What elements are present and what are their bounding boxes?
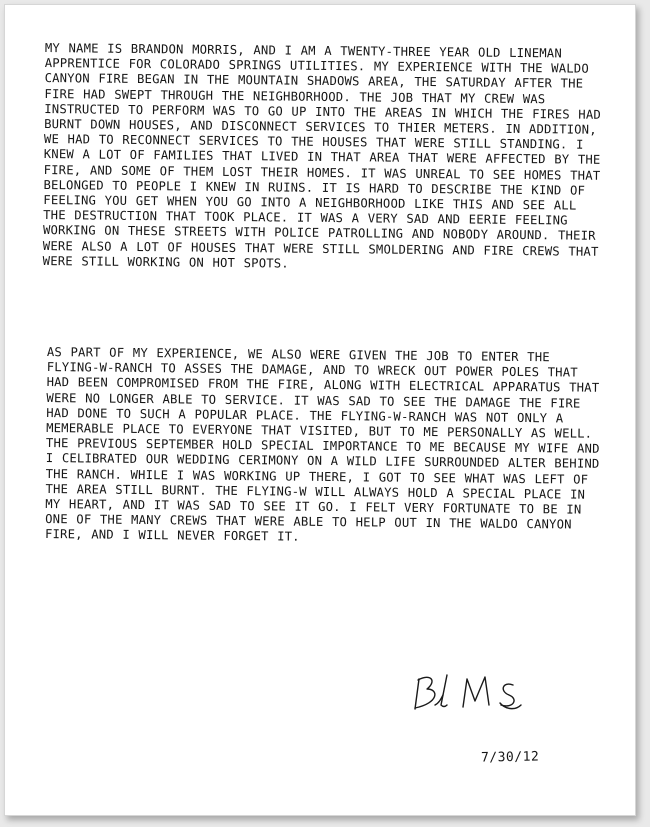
letter-paragraph-2: AS PART OF MY EXPERIENCE, WE ALSO WERE GIVEN THE JOB TO ENTER THE FLYING-W-RANCH TO ASSES THE DAMAGE, AND TO WRECK OUT POWER POLES THAT HAD BEEN COMPROMISED FROM THE FIRE, ALONG WITH ELECTRICAL APPARATUS THAT WERE NO LONGER ABLE TO SERVICE. IT WAS SAD TO SEE THE DAMAGE THE FIRE HAD DONE TO SUCH A POPULAR PLACE. THE FLYING-W-RANCH WAS NOT ONLY A MEMERABLE PLACE TO EVERYONE THAT VISITED, BUT TO ME PERSONALLY AS WELL. THE PREVIOUS SEPTEMBER HOLD SPECIAL IMPORTANCE TO ME BECAUSE MY WIFE AND I CELIBRATED OUR WEDDING CERIMONY ON A WILD LIFE SURROUNDED ALTER BEHIND THE RANCH. WHILE I WAS WORKING UP THERE, I GOT TO SEE WHAT WAS LEFT OF THE AREA STILL BURNT. THE FLYING-W WILL ALWAYS HOLD A SPECIAL PLACE IN MY HEART, AND IT WAS SAD TO SEE IT GO. I FELT VERY FORTUNATE TO BE IN ONE OF THE MANY CREWS THAT WERE ABLE TO HELP OUT IN THE WALDO CANYON FIRE, AND I WILL NEVER FORGET IT. xyxy=(44,345,600,545)
letter-sheet xyxy=(4,4,636,816)
signature xyxy=(405,665,535,717)
letter-date: 7/30/12 xyxy=(480,749,540,766)
letter-paragraph-1: MY NAME IS BRANDON MORRIS, AND I AM A TWENTY-THREE YEAR OLD LINEMAN APPRENTICE FOR COLORADO SPRINGS UTILITIES. MY EXPERIENCE WITH THE WALDO CANYON FIRE BEGAN IN THE MOUNTAIN SHADOWS AREA, THE SATURDAY AFTER THE FIRE HAD SWEPT THROUGH THE NEIGHBORHOOD. THE JOB THAT MY CREW WAS INSTRUCTED TO PERFORM WAS TO GO UP INTO THE AREAS IN WHICH THE FIRES HAD BURNT DOWN HOUSES, AND DISCONNECT SERVICES TO THIER METERS. IN ADDITION, WE HAD TO RECONNECT SERVICES TO THE HOUSES THAT WERE STILL STANDING. I KNEW A LOT OF FAMILIES THAT LIVED IN THAT AREA THAT WERE AFFECTED BY THE FIRE, AND SOME OF THEM LOST THEIR HOMES. IT WAS UNREAL TO SEE HOMES THAT BELONGED TO PEOPLE I KNEW IN RUINS. IT IS HARD TO DESCRIBE THE KIND OF FEELING YOU GET WHEN YOU GO INTO A NEIGHBORHOOD LIKE THIS AND SEE ALL THE DESTRUCTION THAT TOOK PLACE. IT WAS A VERY SAD AND EERIE FEELING WORKING ON THESE STREETS WITH POLICE PATROLLING AND NOBODY AROUND. THEIR WERE ALSO A LOT OF HOUSES THAT WERE STILL SMOLDERING AND FIRE CREWS THAT WERE STILL WORKING ON HOT SPOTS. xyxy=(42,41,602,271)
